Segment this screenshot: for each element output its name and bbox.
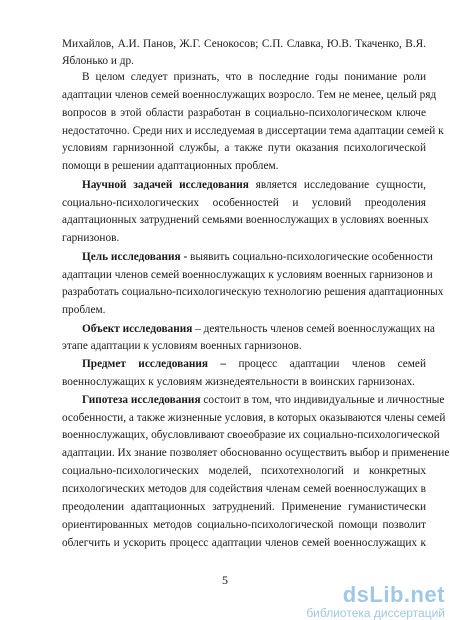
- line-text: проблем.: [62, 304, 106, 316]
- line-text: недостаточно. Среди них и исследуемая в диссертации тема адаптации семей к: [62, 125, 444, 137]
- text-line: [62, 268, 433, 282]
- text-line: [62, 141, 426, 155]
- text-line: [62, 303, 426, 317]
- line-text: адаптации членов семей военнослужащих возросло. Тем не менее, целый ряд: [62, 89, 437, 101]
- line-text: условиям гарнизонной службы, а также пути оказания психологической: [62, 142, 426, 154]
- text-line: [82, 250, 433, 264]
- line-text: этапе адаптации к условиям военных гарнизонов.: [62, 340, 302, 352]
- line-text: Михайлов, А.И. Панов, Ж.Г. Сенокосов; С.П. Славка, Ю.В. Ткаченко, В.Я.: [62, 38, 426, 50]
- text-line: [62, 428, 440, 442]
- line-text: В целом следует признать, что в последние годы понимание роли: [82, 71, 426, 83]
- line-text: вопросов в этой области разработан в социально-психологическом ключе: [62, 107, 426, 119]
- line-text: социально-психологических особенностей и условий преодоления: [62, 197, 426, 209]
- text-line: [62, 231, 426, 245]
- line-text: процесс адаптации членов семей: [226, 358, 426, 370]
- line-text: выявить социально-психологические особенности: [187, 251, 433, 263]
- bold-term: Цель исследования -: [82, 251, 188, 263]
- line-text: военнослужащих к условиям жизнедеятельности в воинских гарнизонах.: [62, 376, 415, 388]
- line-text: облегчить и ускорить процесс адаптации членов семей военнослужащих к: [62, 537, 426, 549]
- bold-term: Объект исследования: [82, 323, 193, 335]
- text-line: [82, 357, 426, 371]
- bold-term: Научной задачей исследования: [82, 179, 249, 191]
- page-number: 5: [222, 573, 228, 587]
- text-line: [62, 411, 446, 425]
- line-text: социально-психологических моделей, психотехнологий и конкретных: [62, 465, 426, 477]
- text-line: [62, 106, 426, 120]
- line-text: психологических методов для содействия членам семей военнослужащих в: [62, 483, 426, 495]
- bold-term: Гипотеза исследования: [82, 394, 201, 406]
- line-text: – деятельность членов семей военнослужащих на: [192, 323, 435, 335]
- line-text: адаптации членов семей военнослужащих к условиям военных гарнизонов и: [62, 269, 433, 281]
- text-line: [62, 285, 444, 299]
- text-line: [62, 196, 426, 210]
- line-text: адаптации. Их знание позволяет обоснованно осуществить выбор и применение: [62, 447, 450, 459]
- text-line: [62, 213, 429, 227]
- text-line: [82, 322, 435, 336]
- text-line: [62, 375, 426, 389]
- text-line: [62, 54, 426, 68]
- text-line: [62, 37, 426, 51]
- text-line: [62, 124, 444, 138]
- bold-term: Предмет исследования –: [82, 358, 227, 370]
- text-line: [62, 536, 426, 550]
- text-line: [82, 70, 426, 84]
- line-text: преодолении адаптационных затруднений. Применение гуманистически: [62, 501, 426, 513]
- text-line: [62, 500, 426, 514]
- text-line: [62, 518, 426, 532]
- text-line: [62, 159, 426, 173]
- line-text: ориентированных методов социально-психологической помощи позволит: [62, 519, 426, 531]
- text-line: [62, 88, 437, 102]
- line-text: Яблонько и др.: [62, 55, 134, 67]
- line-text: адаптационных затруднений семьями военнослужащих в условиях военных: [62, 214, 429, 226]
- text-line: [62, 339, 426, 353]
- line-text: состоит в том, что индивидуальные и личностные: [200, 394, 445, 406]
- line-text: разработать социально-психологическую технологию решения адаптационных: [62, 286, 444, 298]
- line-text: является исследование сущности,: [248, 179, 426, 191]
- text-line: [62, 482, 426, 496]
- text-line: [82, 178, 426, 192]
- text-line: [82, 393, 445, 407]
- line-text: помощи в решении адаптационных проблем.: [62, 160, 279, 172]
- text-line: [62, 464, 426, 478]
- line-text: военнослужащих, обусловливают своеобразие их социально-психологической: [62, 429, 440, 441]
- text-line: [62, 446, 450, 460]
- line-text: гарнизонов.: [62, 232, 120, 244]
- watermark-subtitle: библиотека диссертаций: [306, 606, 445, 620]
- line-text: особенности, а также жизненные условия, в которых оказываются члены семей: [62, 412, 446, 424]
- watermark-logo: dsLib.net: [342, 582, 445, 607]
